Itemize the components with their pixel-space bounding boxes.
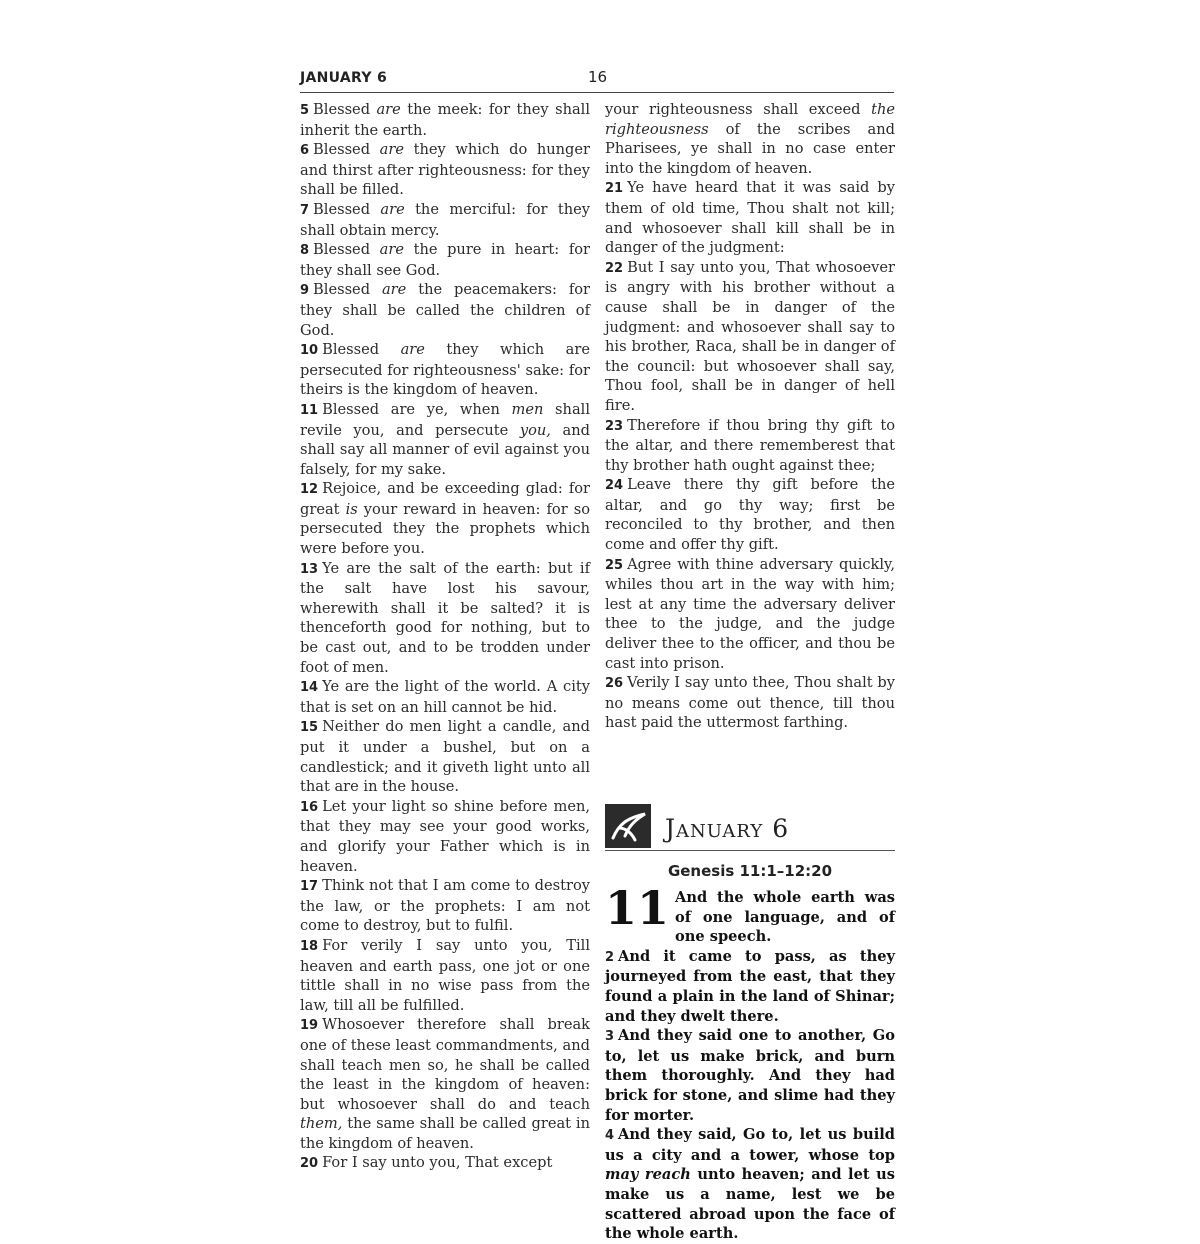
- right-column: [605, 100, 895, 733]
- verse: [300, 559, 590, 678]
- verse-text: And they said, Go to, let us build us a city and a tower, whose top: [605, 1126, 895, 1164]
- verse: [300, 140, 590, 200]
- verse-text: the peacemakers: for they shall be called the children of God.: [300, 281, 590, 339]
- verse-text: the same shall be called great in the kingdom of heaven.: [300, 1115, 590, 1152]
- verse-text: the pure in heart: for they shall see God.: [300, 241, 590, 279]
- verse-text: the merciful: for they shall obtain mercy.: [300, 200, 590, 239]
- verse-number: 6: [300, 143, 310, 159]
- verse: [300, 876, 590, 936]
- verse-text: Ye have heard that it was said by them of old time, Thou shalt not kill; and whosoever shall kill shall be in danger of the judgment:: [605, 179, 895, 257]
- verse: [605, 416, 895, 476]
- verse: [300, 936, 590, 1015]
- verse-text: your reward in heaven: for so persecuted they the prophets which were before you.: [300, 500, 590, 558]
- verse-number: 25: [605, 557, 624, 573]
- verse-number: 15: [300, 720, 319, 736]
- verse: [300, 400, 590, 479]
- verse: [605, 475, 895, 554]
- chapter-number: 11: [605, 881, 670, 935]
- verse-text: Blessed: [313, 281, 382, 299]
- verse-text: of the scribes and Pharisees, ye shall in no case enter into the kingdom of heaven.: [605, 120, 895, 177]
- verse-text: Think not that I am come to destroy the law, or the prophets: I am not come to destroy, but to fulfil.: [300, 877, 590, 935]
- verse-number: 23: [605, 418, 624, 434]
- verse-text: Verily I say unto thee, Thou shalt by no means come out thence, till thou hast paid the uttermost farthing.: [605, 674, 895, 732]
- verse-text: Ye are the light of the world. A city that is set on an hill cannot be hid.: [300, 678, 590, 716]
- verse: [605, 673, 895, 733]
- verse-text: and shall say all manner of evil against you falsely, for my sake.: [300, 421, 590, 478]
- verse-text: Rejoice, and be exceeding glad: for great: [300, 480, 590, 518]
- verse-italic-text: men: [511, 400, 544, 418]
- verse-italic-text: may reach: [605, 1166, 691, 1184]
- verse-text: Blessed: [313, 200, 381, 218]
- verse-text: your righteousness shall exceed: [605, 101, 872, 118]
- verse: [605, 178, 895, 257]
- verse: [605, 1125, 895, 1244]
- verse-italic-text: are: [379, 241, 404, 259]
- verse-italic-text: are: [400, 341, 425, 359]
- verse-number: 17: [300, 879, 319, 895]
- verse-text: And it came to pass, as they journeyed from the east, that they found a plain in the land of Shinar; and they dwelt there.: [605, 947, 895, 1025]
- verse-text: they which do hunger and thirst after righteousness: for they shall be filled.: [300, 141, 590, 199]
- verse: [300, 1153, 590, 1174]
- verse-text: Whosoever therefore shall break one of these least commandments, and shall teach men so, he shall be called the least in the kingdom of heaven: but whosoever shall do and teach: [300, 1016, 590, 1113]
- verse-number: 12: [300, 482, 319, 498]
- verse-number: 14: [300, 680, 319, 696]
- verse-italic-text: you,: [519, 421, 551, 439]
- verse-italic-text: them,: [300, 1115, 343, 1133]
- verse-text: unto heaven; and let us make us a name, lest we be scattered abroad upon the face of the whole earth.: [605, 1166, 895, 1243]
- verse-text: Leave there thy gift before the altar, and go thy way; first be reconciled to thy brother, and then come and offer thy gift.: [605, 476, 895, 554]
- verse-text: Therefore if thou bring thy gift to the altar, and there rememberest that thy brother hath ought against thee;: [605, 416, 895, 474]
- page-number: 16: [588, 68, 608, 86]
- verse-number: 21: [605, 181, 624, 197]
- verse-text: Blessed: [313, 241, 380, 259]
- verse: [300, 677, 590, 717]
- verse-number: 22: [605, 260, 624, 276]
- verse: [605, 1026, 895, 1125]
- verse-number: 7: [300, 202, 310, 218]
- verse-text: Let your light so shine before men, that they may see your good works, and glorify your Father which is in heaven.: [300, 797, 590, 875]
- verse: [300, 200, 590, 240]
- verse-number: 24: [605, 478, 624, 494]
- verse-text: Ye are the salt of the earth: but if the salt have lost his savour, wherewith shall it be salted? it is thenceforth good for nothing, but to be cast out, and to be trodden under foot of men.: [300, 559, 590, 676]
- verse-text: Blessed: [322, 341, 401, 359]
- verse-number: 8: [300, 243, 310, 259]
- verse-text: For verily I say unto you, Till heaven and earth pass, one jot or one tittle shall in no wise pass from the law, till all be fulfilled.: [300, 936, 590, 1014]
- verse-text: they which are persecuted for righteousness' sake: for theirs is the kingdom of heaven.: [300, 341, 590, 399]
- verse-number: 18: [300, 938, 319, 954]
- verse-number: 9: [300, 283, 310, 299]
- leaf-logo-icon: [605, 804, 651, 848]
- verse-number: 19: [300, 1018, 319, 1034]
- verse-number: 26: [605, 676, 624, 692]
- verse-text: And they said one to another, Go to, let us make brick, and burn them thoroughly. And they had brick for stone, and slime had they for morter.: [605, 1027, 895, 1124]
- header-date: JANUARY 6: [300, 70, 388, 86]
- verse-text: shall revile you, and persecute: [300, 400, 590, 439]
- verse: [300, 479, 590, 558]
- verse: [300, 240, 590, 280]
- verse-italic-text: are: [380, 200, 405, 218]
- verse: [300, 100, 590, 140]
- verse-text: Blessed: [313, 141, 380, 159]
- verse: [605, 258, 895, 416]
- verse-number: 3: [605, 1029, 615, 1045]
- verse-text: And the whole earth was of one language, and of one speech.: [675, 889, 895, 946]
- verse: [300, 797, 590, 876]
- verse-italic-text: is: [345, 500, 358, 518]
- section-title: January 6: [665, 814, 790, 843]
- bible-page: [300, 66, 895, 1243]
- verse-italic-text: the righteousness: [605, 101, 895, 138]
- verse-text: But I say unto you, That whosoever is angry with his brother without a cause shall be in danger of the judgment: and whosoever shall say to his brother, Raca, shall be in danger of the council: but whosoever shall say, Thou fool, shall be in danger of hell fire.: [605, 258, 895, 414]
- verse-text: Blessed are ye, when: [322, 400, 512, 418]
- verse-number: 13: [300, 561, 319, 577]
- verse: [605, 100, 895, 178]
- daily-reading-section: [605, 802, 895, 1244]
- verse-number: 11: [300, 402, 319, 418]
- verse-text: For I say unto you, That except: [322, 1154, 553, 1172]
- verse: [605, 555, 895, 674]
- page-header: [300, 66, 894, 93]
- verse-italic-text: are: [376, 101, 401, 118]
- reading-reference: Genesis 11:1–12:20: [667, 862, 833, 880]
- verse-number: 4: [605, 1128, 615, 1144]
- verse-italic-text: are: [379, 141, 404, 159]
- verse: [300, 340, 590, 400]
- verse: [300, 280, 590, 340]
- left-column: [300, 100, 590, 1174]
- verse-number: 2: [605, 949, 615, 965]
- verse-text: Neither do men light a candle, and put it under a bushel, but on a candlestick; and it giveth light unto all that are in the house.: [300, 718, 590, 796]
- verse-number: 16: [300, 799, 319, 815]
- verse-number: 10: [300, 343, 319, 359]
- verse: [300, 717, 590, 796]
- verse-text: Blessed: [313, 101, 377, 118]
- verse-text: the meek: for they shall inherit the earth.: [300, 101, 591, 139]
- section-heading: [605, 802, 895, 851]
- verse-text: Agree with thine adversary quickly, whiles thou art in the way with him; lest at any time the adversary deliver thee to the judge, and the judge deliver thee to the officer, and thou be cast into prison.: [605, 555, 895, 672]
- verse: [605, 947, 895, 1026]
- reading-text: [605, 881, 895, 1244]
- verse-number: 20: [300, 1156, 319, 1172]
- verse-number: 5: [300, 103, 310, 118]
- verse: [300, 1015, 590, 1153]
- verse-italic-text: are: [381, 281, 407, 299]
